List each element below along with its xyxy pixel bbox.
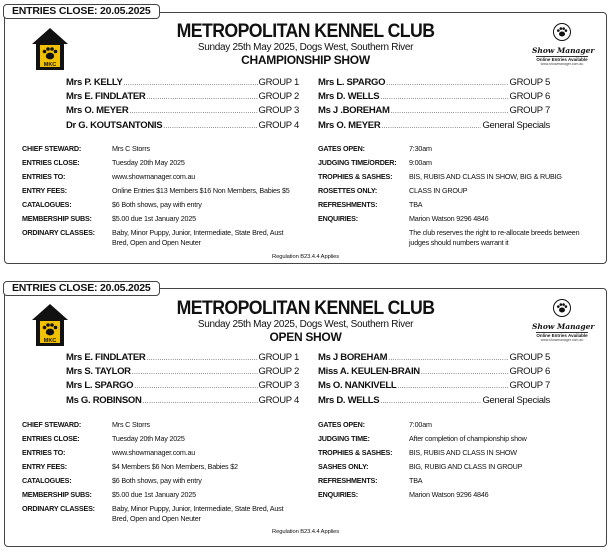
detail-row: GATES OPEN: 7:00am: [318, 420, 432, 429]
judge-row: Dr G. KOUTSANTONIS ..... GROUP 4: [66, 120, 299, 134]
show-details-left: [22, 144, 297, 252]
detail-row: TROPHIES & SASHES: BIS, RUBIS AND CLASS IN SHOW, BIG & RUBIG: [318, 171, 562, 181]
show-manager-tagline: Online Entries Available: [536, 57, 588, 62]
entries-close-tab: ENTRIES CLOSE: 20.05.2025: [3, 281, 160, 296]
show-manager-url[interactable]: www.showmanager.com.au: [540, 338, 584, 342]
detail-row: JUDGING TIME: After completion of championship show: [318, 433, 527, 443]
judge-row: Mrs S. TAYLOR ..... GROUP 2: [66, 366, 299, 380]
judges-right-list: [318, 352, 550, 409]
detail-row: ENTRIES TO: www.showmanager.com.au: [22, 171, 196, 181]
detail-row: TROPHIES & SASHES: BIS, RUBIS AND CLASS IN SHOW: [318, 447, 517, 457]
detail-row: MEMBERSHIP SUBS: $5.00 due 1st January 2025: [22, 213, 196, 223]
judge-row: Ms O. NANKIVELL ..... GROUP 7: [318, 380, 550, 394]
show-date-venue: Sunday 25th May 2025, Dogs West, Southern River: [197, 319, 414, 330]
show-manager-name: Show Manager: [532, 322, 595, 331]
judge-row: Ms J .BOREHAM ..... GROUP 7: [318, 105, 550, 119]
judge-row: Ms G. ROBINSON ..... GROUP 4: [66, 395, 299, 409]
show-details-left: [22, 420, 297, 528]
show-header: [5, 299, 606, 344]
judge-row: Mrs D. WELLS ..... GROUP 6: [318, 91, 550, 105]
regulation-note: Regulation B23.4.4 Applies: [271, 529, 339, 535]
open-show-card: [4, 288, 607, 547]
detail-row: ENQUIRIES: Marion Watson 9296 4846: [318, 213, 489, 223]
judge-row: Mrs D. WELLS ..... General Specials: [318, 395, 550, 409]
club-name: METROPOLITAN KENNEL CLUB: [176, 21, 435, 42]
detail-row: ENTRIES CLOSE: Tuesday 20th May 2025: [22, 157, 185, 167]
detail-row: ORDINARY CLASSES: Baby, Minor Puppy, Junior, Intermediate, State Bred, Aust Bred, Open and Open Neuter: [22, 227, 284, 247]
detail-row: GATES OPEN: 7:30am: [318, 144, 432, 153]
championship-show-card: [4, 12, 607, 264]
judge-row: Ms J BOREHAM ..... GROUP 5: [318, 352, 550, 366]
detail-row: ORDINARY CLASSES: Baby, Minor Puppy, Junior, Intermediate, State Bred, Aust Bred, Open and Open Neuter: [22, 503, 284, 523]
judges-right-list: [318, 77, 550, 134]
detail-row: JUDGING TIME/ORDER: 9:00am: [318, 157, 432, 167]
detail-row: REFRESHMENTS: TBA: [318, 475, 423, 485]
detail-row: ENTRY FEES: Online Entries $13 Members $16 Non Members, Babies $5: [22, 185, 290, 195]
entries-close-tab: ENTRIES CLOSE: 20.05.2025: [3, 4, 160, 19]
detail-row: CHIEF STEWARD: Mrs C Storrs: [22, 420, 150, 429]
detail-row: ENTRIES CLOSE: Tuesday 20th May 2025: [22, 433, 185, 443]
judge-row: Miss A. KEULEN-BRAIN ..... GROUP 6: [318, 366, 550, 380]
judge-row: Mrs E. FINDLATER ..... GROUP 1: [66, 352, 299, 366]
show-details-right: [318, 144, 590, 252]
show-manager-tagline: Online Entries Available: [536, 333, 588, 338]
detail-row: MEMBERSHIP SUBS: $5.00 due 1st January 2025: [22, 489, 196, 499]
detail-row: ROSETTES ONLY: CLASS IN GROUP: [318, 185, 468, 195]
show-type: CHAMPIONSHIP SHOW: [241, 53, 370, 67]
judge-row: Mrs L. SPARGO ..... GROUP 3: [66, 380, 299, 394]
show-details-right: [318, 420, 590, 504]
show-manager-name: Show Manager: [532, 46, 595, 55]
judge-row: Mrs L. SPARGO ..... GROUP 5: [318, 77, 550, 91]
show-date-venue: Sunday 25th May 2025, Dogs West, Southern River: [197, 42, 414, 53]
svg-text:MKC: MKC: [43, 338, 57, 344]
detail-row: CHIEF STEWARD: Mrs C Storrs: [22, 144, 150, 153]
show-type: OPEN SHOW: [269, 330, 342, 344]
club-name: METROPOLITAN KENNEL CLUB: [176, 298, 435, 319]
detail-row: ENTRY FEES: $4 Members $6 Non Members, Babies $2: [22, 461, 238, 471]
detail-row: SASHES ONLY: BIG, RUBIG AND CLASS IN GROUP: [318, 461, 523, 471]
show-manager-url[interactable]: www.showmanager.com.au: [540, 62, 584, 66]
detail-row: The club reserves the right to re-allocate breeds between judges should numbers warrant it: [409, 227, 580, 247]
detail-row: CATALOGUES: $6 Both shows, pay with entry: [22, 199, 202, 209]
detail-row: ENTRIES TO: www.showmanager.com.au: [22, 447, 196, 457]
judge-row: Mrs O. MEYER ..... General Specials: [318, 120, 550, 134]
judge-row: Mrs O. MEYER ..... GROUP 3: [66, 105, 299, 119]
show-header: [5, 22, 606, 67]
judges-left-list: [66, 352, 299, 409]
regulation-note: Regulation B23.4.4 Applies: [271, 254, 339, 260]
detail-row: ENQUIRIES: Marion Watson 9296 4846: [318, 489, 489, 499]
judges-left-list: [66, 77, 299, 134]
svg-text:MKC: MKC: [43, 62, 57, 68]
judge-row: Mrs P. KELLY ..... GROUP 1: [66, 77, 299, 91]
judge-row: Mrs E. FINDLATER ..... GROUP 2: [66, 91, 299, 105]
detail-row: REFRESHMENTS: TBA: [318, 199, 423, 209]
detail-row: CATALOGUES: $6 Both shows, pay with entry: [22, 475, 202, 485]
